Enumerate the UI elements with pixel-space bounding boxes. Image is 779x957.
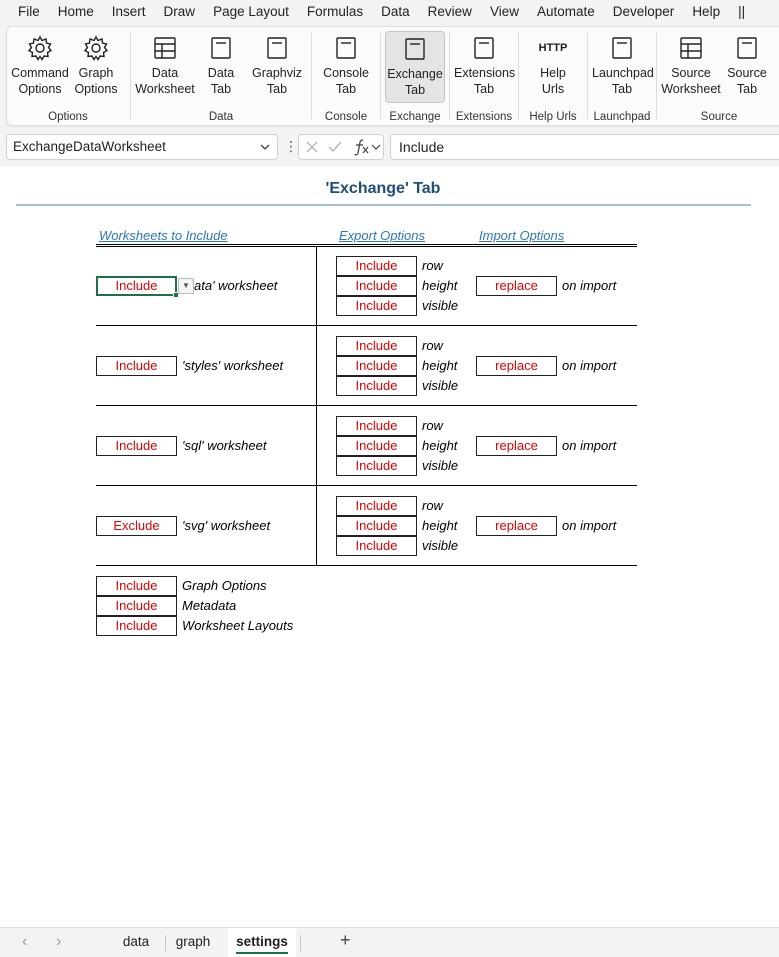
export-label-row: row [422, 418, 443, 433]
cancel-icon[interactable] [305, 138, 319, 161]
worksheet-grid [0, 166, 779, 927]
graphviz-tab-button[interactable] [247, 31, 307, 103]
ribbon-group-data [132, 27, 310, 127]
export-label-row: row [422, 338, 443, 353]
formula-controls [298, 134, 384, 160]
ribbon-button-label: Extensions [454, 66, 516, 80]
ribbon-button-label: Tab [473, 82, 495, 96]
ribbon-button-label: Tab [335, 82, 357, 96]
ribbon-button-label: Source [727, 66, 767, 80]
include-data-cell[interactable] [96, 276, 177, 296]
ribbon-button-label: Command [11, 66, 69, 80]
ribbon-button-label: Graph [78, 66, 114, 80]
ribbon-button-label: Tab [611, 82, 633, 96]
grid-icon [152, 35, 178, 61]
export-label-visible: visible [422, 378, 459, 393]
ribbon-group-help-urls [520, 27, 586, 127]
add-sheet-icon[interactable]: + [340, 930, 351, 950]
window-icon [208, 35, 234, 61]
ribbon-button-label: Console [323, 66, 369, 80]
ribbon-button-label: Urls [541, 82, 565, 96]
command-options-button[interactable] [10, 31, 70, 103]
ribbon-button-label: Tab [736, 82, 758, 96]
row-divider [96, 485, 637, 486]
ribbon-separator [656, 33, 657, 119]
gear-icon [27, 35, 53, 61]
chevron-down-icon[interactable] [259, 135, 271, 168]
sheet-tab-data[interactable]: data [122, 934, 150, 949]
ribbon-button-label: Source [671, 66, 711, 80]
sheet-tab-graph[interactable]: graph [175, 934, 211, 949]
export-visible-cell[interactable]: Include [336, 376, 417, 396]
prev-sheet-icon[interactable]: ‹ [22, 933, 28, 950]
ribbon [6, 26, 779, 126]
export-height-cell[interactable]: Include [336, 276, 417, 296]
ribbon-button-label: Exchange [387, 67, 443, 81]
ribbon-button-label: Graphviz [251, 66, 303, 80]
ribbon-group-launchpad [589, 27, 655, 127]
export-label-row: row [422, 258, 443, 273]
window-icon [734, 35, 760, 61]
gear-icon [83, 35, 109, 61]
dropdown-arrow-icon[interactable]: ▼ [178, 278, 194, 294]
sheet-tab-bar [0, 927, 779, 957]
extra-label: Worksheet Layouts [182, 618, 294, 633]
worksheet-label: 'styles' worksheet [182, 358, 284, 373]
export-label-visible: visible [422, 298, 459, 313]
export-height-cell[interactable]: Include [336, 516, 417, 536]
ribbon-group-label: Launchpad [593, 111, 651, 123]
header-worksheets: Worksheets to Include [99, 228, 228, 243]
launchpad-tab-button[interactable] [592, 31, 652, 103]
header-export: Export Options [339, 228, 425, 243]
menu-item-help[interactable]: Help [692, 4, 721, 19]
console-tab-button[interactable] [316, 31, 376, 103]
ribbon-separator [449, 33, 450, 119]
ribbon-button-label: Worksheet [135, 82, 195, 96]
header-double-rule [96, 244, 637, 247]
export-row-cell[interactable]: Include [336, 256, 417, 276]
menu-item-data[interactable]: Data [381, 4, 410, 19]
import-mode-cell[interactable]: replace [476, 436, 557, 456]
menu-item-home[interactable]: Home [57, 4, 94, 19]
export-label-height: height [422, 358, 458, 373]
help-urls-button[interactable] [523, 31, 583, 103]
formula-bar [0, 128, 779, 166]
cell-value: Include [115, 278, 158, 293]
sheet-tab-label: settings [236, 934, 288, 949]
menu-item-view[interactable]: View [489, 4, 519, 19]
ribbon-separator [311, 33, 312, 119]
ribbon-button-label: Worksheet [661, 82, 721, 96]
data-worksheet-button[interactable] [135, 31, 195, 103]
tab-separator [300, 935, 301, 951]
menu-item-review[interactable]: Review [427, 4, 472, 19]
export-row-cell[interactable]: Include [336, 496, 417, 516]
ribbon-group-options [7, 27, 129, 127]
import-mode-cell[interactable]: replace [476, 356, 557, 376]
exchange-tab-button[interactable] [385, 31, 445, 103]
ribbon-separator [587, 33, 588, 119]
include-sql-cell[interactable]: Include [96, 436, 177, 456]
ribbon-separator [518, 33, 519, 119]
ribbon-group-label: Help Urls [529, 111, 577, 123]
ribbon-button-label: Data [207, 66, 235, 80]
ribbon-button-label: Help [540, 66, 566, 80]
ribbon-group-label: Options [48, 111, 88, 123]
page-title: 'Exchange' Tab [325, 180, 441, 197]
menu-item-insert[interactable]: Insert [111, 4, 146, 19]
row-divider [96, 325, 637, 326]
window-icon [402, 36, 428, 62]
menu-item-file[interactable]: File [18, 4, 40, 19]
ribbon-group-exchange [382, 27, 448, 127]
source-worksheet-button[interactable] [661, 31, 721, 103]
ribbon-separator [130, 33, 131, 119]
menu-item-formulas[interactable]: Formulas [306, 4, 364, 19]
grid-icon [678, 35, 704, 61]
worksheet-label: 'svg' worksheet [182, 518, 271, 533]
import-label: on import [562, 358, 617, 373]
name-box-value: ExchangeDataWorksheet [13, 139, 166, 154]
graph-options-button[interactable] [66, 31, 126, 103]
menu-item-[interactable]: || [738, 4, 746, 19]
row-divider [96, 405, 637, 406]
window-icon [471, 35, 497, 61]
export-label-visible: visible [422, 538, 459, 553]
menu-item-draw[interactable]: Draw [163, 4, 196, 19]
export-height-cell[interactable]: Include [336, 436, 417, 456]
export-label-height: height [422, 438, 458, 453]
ribbon-button-label: Options [74, 82, 118, 96]
ribbon-button-label: Data [151, 66, 179, 80]
export-label-height: height [422, 518, 458, 533]
confirm-icon[interactable] [327, 138, 343, 160]
ribbon-button-label: Tab [404, 83, 426, 97]
include-svg-cell[interactable]: Exclude [96, 516, 177, 536]
http-icon: HTTP [538, 42, 568, 54]
menu-item-developer[interactable]: Developer [612, 4, 675, 19]
window-icon [264, 35, 290, 61]
source-tab-button[interactable] [717, 31, 777, 103]
ribbon-group-label: Data [208, 111, 234, 123]
include-worksheet-layouts-cell[interactable]: Include [96, 616, 177, 636]
window-icon [609, 35, 635, 61]
ribbon-button-label: Tab [266, 82, 288, 96]
extra-label: Graph Options [182, 578, 267, 593]
sheet-tab-settings[interactable] [228, 928, 296, 957]
extensions-tab-button[interactable] [454, 31, 514, 103]
ribbon-button-label: Options [18, 82, 62, 96]
ribbon-button-label: Launchpad [592, 66, 654, 80]
chevron-down-icon[interactable] [371, 140, 381, 157]
worksheet-label: 'sql' worksheet [182, 438, 267, 453]
worksheet-label: ata' worksheet [194, 278, 278, 293]
ribbon-area [0, 24, 779, 128]
more-options-icon[interactable]: ⋮ [284, 138, 298, 154]
formula-input[interactable]: Include [390, 134, 779, 160]
export-visible-cell[interactable]: Include [336, 296, 417, 316]
name-box[interactable] [6, 134, 278, 160]
menu-item-automate[interactable]: Automate [536, 4, 595, 19]
active-tab-underline [236, 952, 288, 954]
ribbon-group-label: Extensions [455, 111, 513, 123]
import-mode-cell[interactable]: replace [476, 516, 557, 536]
extra-label: Metadata [182, 598, 237, 613]
insert-function-icon[interactable] [351, 137, 371, 161]
export-visible-cell[interactable]: Include [336, 536, 417, 556]
header-import: Import Options [479, 228, 565, 243]
include-styles-cell[interactable]: Include [96, 356, 177, 376]
ribbon-button-label: Tab [210, 82, 232, 96]
import-label: on import [562, 438, 617, 453]
ribbon-group-console [313, 27, 379, 127]
include-graph-options-cell[interactable]: Include [96, 576, 177, 596]
window-icon [333, 35, 359, 61]
column-divider [316, 247, 317, 565]
export-row-cell[interactable]: Include [336, 336, 417, 356]
ribbon-group-extensions [451, 27, 517, 127]
import-label: on import [562, 518, 617, 533]
next-sheet-icon[interactable]: › [56, 933, 62, 950]
export-row-cell[interactable]: Include [336, 416, 417, 436]
import-mode-cell[interactable]: replace [476, 276, 557, 296]
export-visible-cell[interactable]: Include [336, 456, 417, 476]
menu-bar [0, 0, 779, 24]
export-label-row: row [422, 498, 443, 513]
row-divider [96, 565, 637, 566]
ribbon-group-label: Source [700, 111, 738, 123]
data-tab-button[interactable] [191, 31, 251, 103]
export-height-cell[interactable]: Include [336, 356, 417, 376]
include-metadata-cell[interactable]: Include [96, 596, 177, 616]
ribbon-group-label: Console [324, 111, 368, 123]
ribbon-group-label: Exchange [389, 111, 441, 123]
title-underline [16, 204, 751, 206]
export-label-height: height [422, 278, 458, 293]
menu-item-page-layout[interactable]: Page Layout [213, 4, 289, 19]
import-label: on import [562, 278, 617, 293]
ribbon-separator [380, 33, 381, 119]
export-label-visible: visible [422, 458, 459, 473]
ribbon-group-source [658, 27, 779, 127]
